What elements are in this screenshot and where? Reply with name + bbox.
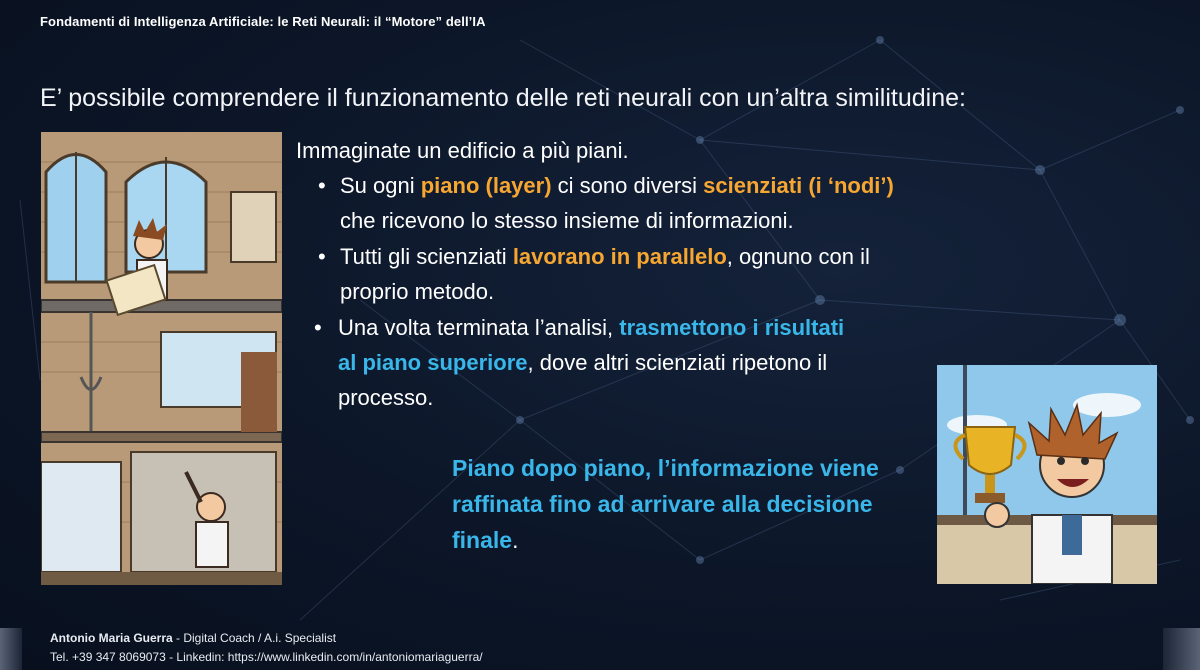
footer-corner-left	[0, 628, 22, 670]
scientist-trophy-illustration	[937, 365, 1157, 584]
list-item	[296, 168, 916, 238]
conclusion-statement	[452, 450, 892, 558]
main-explanation	[296, 133, 916, 416]
bullet1-text-3: che ricevono lo stesso insieme di informazioni.	[340, 208, 794, 233]
highlight-nodes: scienziati (i ‘nodi’)	[703, 173, 894, 198]
footer-corner-right	[1163, 628, 1200, 670]
footer-author-line	[50, 629, 483, 648]
conclusion-period: .	[512, 527, 519, 553]
explanation-list	[296, 168, 916, 415]
highlight-transmit: trasmettono i risultati al piano superiore	[338, 315, 845, 375]
author-role: - Digital Coach / A.i. Specialist	[172, 631, 337, 645]
footer	[50, 629, 483, 667]
bullet2-text-2: , ognuno con il proprio metodo.	[340, 244, 870, 304]
bullet2-text-1: Tutti gli scienziati	[340, 244, 513, 269]
highlight-parallel: lavorano in parallelo	[512, 244, 727, 269]
highlight-layer: piano (layer)	[420, 173, 552, 198]
bullet1-text-2: ci sono diversi	[551, 173, 704, 198]
slide-header-title: Fondamenti di Intelligenza Artificiale: le Reti Neurali: il “Motore” dell’IA	[40, 14, 486, 29]
intro-sentence: E’ possibile comprendere il funzionamento delle reti neurali con un’altra similitudine:	[40, 84, 966, 112]
bullet1-text-1: Su ogni	[340, 173, 421, 198]
author-name: Antonio Maria Guerra	[50, 631, 173, 645]
bullet3-text-1: Una volta terminata l’analisi,	[338, 315, 620, 340]
bullet3-text-2: , dove altri scienziati ripetono il processo.	[338, 350, 828, 410]
list-item	[296, 310, 858, 415]
footer-contact: Tel. +39 347 8069073 - Linkedin: https://www.linkedin.com/in/antoniomariaguerra/	[50, 650, 483, 664]
scientists-building-illustration	[41, 132, 282, 585]
list-item	[296, 239, 916, 309]
lead-sentence: Immaginate un edificio a più piani.	[296, 138, 629, 163]
conclusion-text: Piano dopo piano, l’informazione viene raffinata fino ad arrivare alla decisione finale	[452, 455, 879, 553]
